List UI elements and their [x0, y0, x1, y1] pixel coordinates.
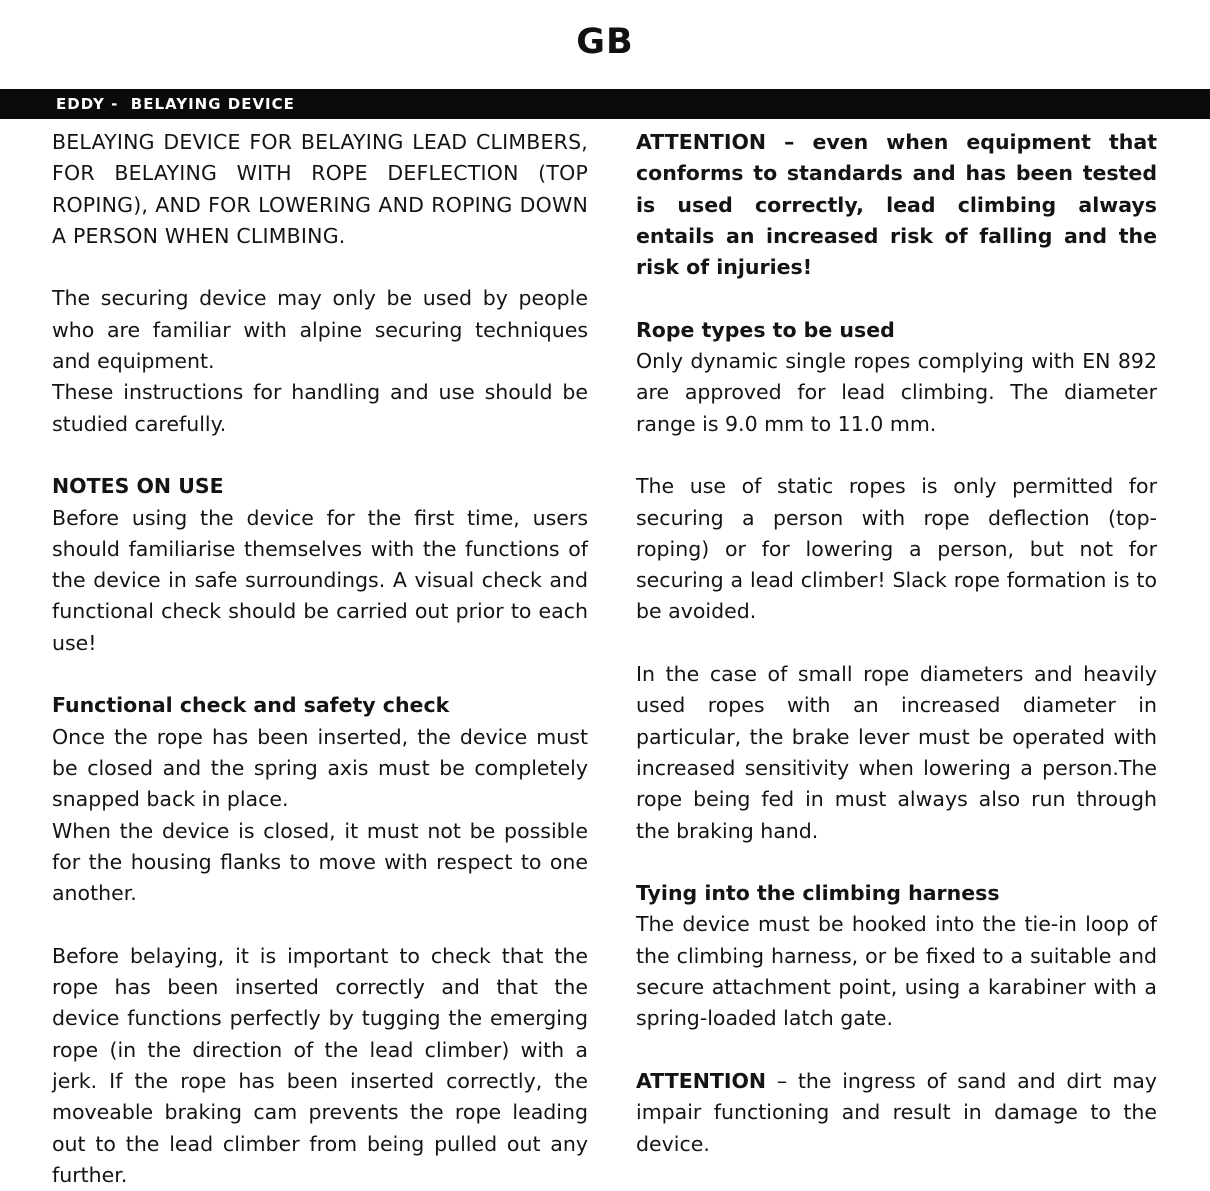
functional-check-heading: Functional check and safety check — [52, 693, 450, 718]
language-code: GB — [576, 22, 634, 62]
securing-paragraph-2: These instructions for handling and use should be studied carefully. — [52, 380, 588, 436]
notes-heading: NOTES ON USE — [52, 474, 224, 499]
rope-types-heading: Rope types to be used — [636, 317, 895, 342]
section-header-title: EDDY - BELAYING DEVICE — [56, 95, 295, 113]
dirt-warning-label: ATTENTION — [636, 1068, 767, 1093]
rope-types-paragraph: Only dynamic single ropes complying with EN 892 are approved for lead climbing. The diameter range is 9.0 mm to 11.0 mm. — [636, 349, 1157, 436]
right-column — [636, 127, 1157, 1160]
notes-paragraph: Before using the device for the first time, users should familiarise themselves with the functions of the device in safe surroundings. A visual check and functional check should be carried out prior to each use! — [52, 505, 588, 655]
rope-diameter-paragraph: In the case of small rope diameters and heavily used ropes with an increased diameter in particular, the brake lever must be operated with increased sensitivity when lowering a person.The rope being fed in must always also run through the braking hand. — [636, 662, 1157, 843]
left-column — [52, 127, 588, 1191]
functional-check-paragraph-2: When the device is closed, it must not be possible for the housing flanks to move with respect to one another. — [52, 818, 588, 906]
attention-warning: ATTENTION – even when equipment that conforms to standards and has been tested is used correctly, lead climbing always entails an increased risk of falling and the risk of injuries! — [636, 130, 1157, 280]
section-header-bar — [0, 89, 1210, 119]
harness-paragraph: The device must be hooked into the tie-in loop of the climbing harness, or be fixed to a suitable and secure attachment point, using a karabiner with a spring-loaded latch gate. — [636, 912, 1157, 1031]
dirt-warning — [636, 1066, 1157, 1160]
functional-check-paragraph-1: Once the rope has been inserted, the device must be closed and the spring axis must be completely snapped back in place. — [52, 724, 588, 812]
static-ropes-paragraph: The use of static ropes is only permitted for securing a person with rope deflection (top-roping) or for lowering a person, but not for securing a lead climber! Slack rope formation is to be avoided. — [636, 474, 1157, 624]
belay-check-paragraph: Before belaying, it is important to check that the rope has been inserted correctly and that the device functions perfectly by tugging the emerging rope (in the direction of the lead climber) with a jerk. If the rope has been inserted correctly, the moveable braking cam prevents the rope leading out to the lead climber from being pulled out any further. — [52, 943, 588, 1187]
dirt-warning-text: – the ingress of sand and dirt may impair functioning and result in damage to the device. — [636, 1068, 1157, 1156]
securing-paragraph-1: The securing device may only be used by people who are familiar with alpine securing techniques and equipment. — [52, 286, 588, 374]
intro-paragraph: BELAYING DEVICE FOR BELAYING LEAD CLIMBERS, FOR BELAYING WITH ROPE DEFLECTION (TOP ROPING), AND FOR LOWERING AND ROPING DOWN A PERSON WHEN CLIMBING. — [52, 130, 588, 248]
harness-heading: Tying into the climbing harness — [636, 881, 1000, 906]
